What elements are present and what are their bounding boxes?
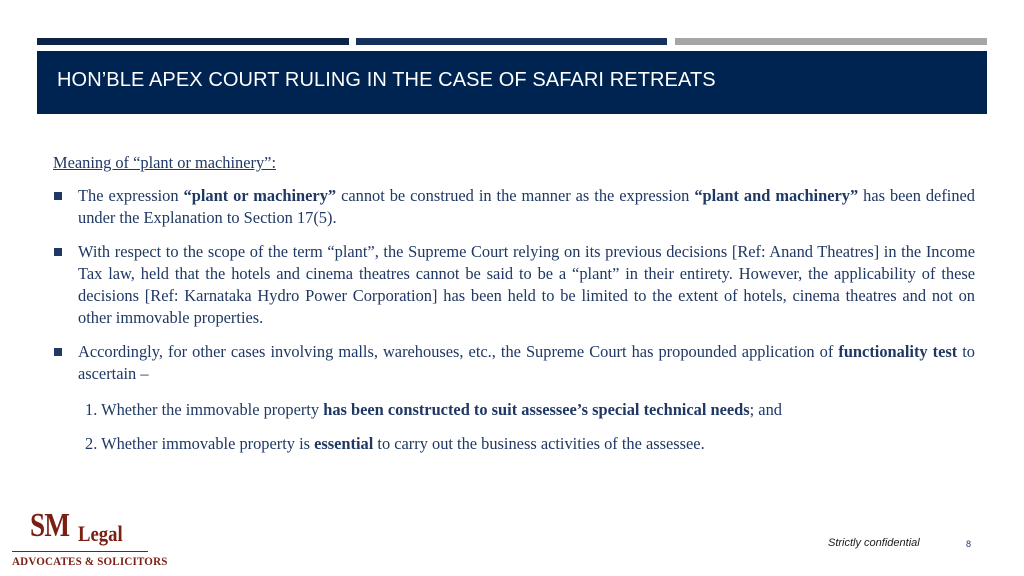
square-bullet-icon [54,192,62,200]
logo-tagline: ADVOCATES & SOLICITORS [12,554,168,568]
numbered-item [53,433,975,455]
bullet-text: has been defined under the Explanation to Section 17(5). [78,186,975,227]
numbered-text: to carry out the business activities of the assessee. [373,434,705,453]
logo-sm-text: SM [30,507,70,544]
header-accent-bar-middle [356,38,667,45]
bullet-item [53,341,975,385]
header-accent-bar-right [675,38,987,45]
numbered-item [53,399,975,421]
square-bullet-icon [54,348,62,356]
logo-divider [12,551,148,552]
page-number: 8 [966,539,972,549]
bullet-item [53,185,975,229]
header-accent-bar-left [37,38,349,45]
numbered-text: 1. Whether the immovable property [85,400,324,419]
bullet-text: to ascertain – [78,342,975,383]
numbered-text: 2. Whether immovable property is [85,434,315,453]
subheading: Meaning of “plant or machinery”: [53,153,277,172]
numbered-emphasis: essential [314,434,374,453]
company-logo [10,505,168,569]
bullet-text: With respect to the scope of the term “plant”, the Supreme Court relying on its previous decisions [Ref: Anand Theatres] in the Income Tax law, held that the hotels and cinema theatres cannot be said to be a “plant” in their entirety. However, the applicability of these decisions [Ref: Karnataka Hydro Power Corporation] has been held to be limited to the extent of hotels, cinema theatres and not on other immovable properties. [78,242,975,327]
bullet-item [53,241,975,329]
bullet-emphasis: functionality test [838,342,958,361]
bullet-emphasis: “plant and machinery” [694,186,859,205]
logo-legal-text: Legal [78,521,123,546]
slide-title: HON’BLE APEX COURT RULING IN THE CASE OF SAFARI RETREATS [57,69,716,91]
bullet-text: cannot be construed in the manner as the expression [336,186,695,205]
bullet-emphasis: “plant or machinery” [183,186,337,205]
numbered-text: ; and [749,400,782,419]
numbered-emphasis: has been constructed to suit assessee’s special technical needs [323,400,750,419]
bullet-text: The expression [78,186,184,205]
title-band [37,51,987,114]
square-bullet-icon [54,248,62,256]
confidential-label: Strictly confidential [828,537,920,549]
bullet-text: Accordingly, for other cases involving malls, warehouses, etc., the Supreme Court has propounded application of [78,342,839,361]
slide-content [53,152,975,455]
